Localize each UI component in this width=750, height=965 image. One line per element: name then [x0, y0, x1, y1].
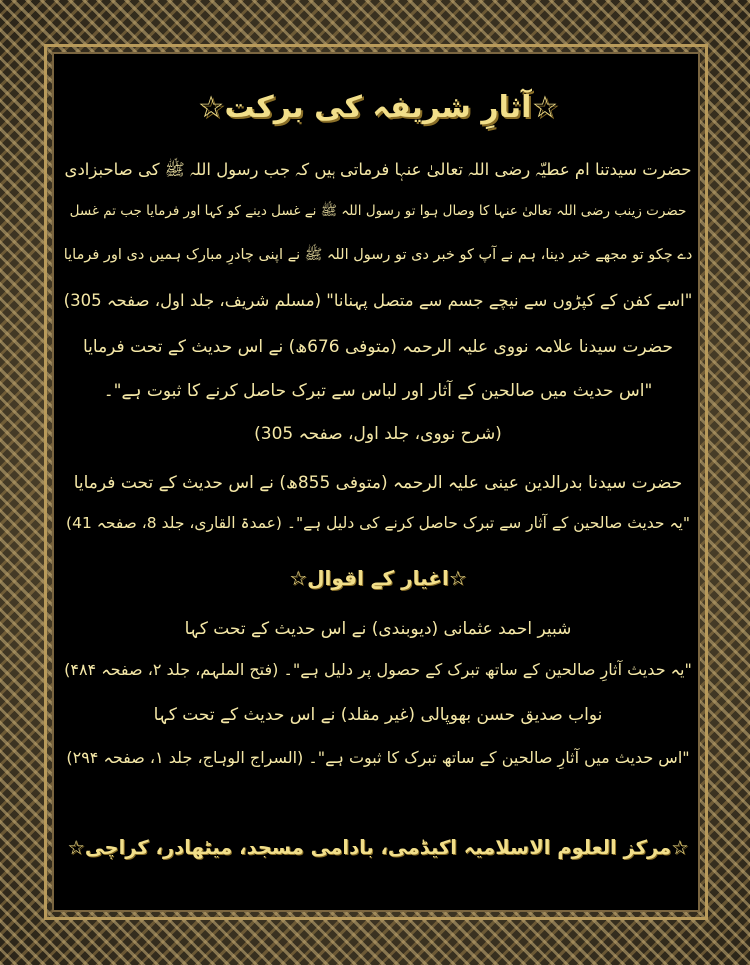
- text-line-10: شبیر احمد عثمانی (دیوبندی) نے اس حدیث کے تحت کہا: [184, 619, 572, 639]
- text-line-12: نواب صدیق حسن بھوپالی (غیر مقلد) نے اس حدیث کے تحت کہا: [153, 705, 603, 725]
- page-title: ☆آثارِ شریفہ کی برکت☆: [197, 90, 559, 125]
- text-line-1: حضرت سیدتنا ام عطیّہ رضی اللہ تعالیٰ عنہا فرماتی ہیں کہ جب رسول اللہ ﷺ کی صاحبزادی: [64, 160, 692, 179]
- text-line-13: "اس حدیث میں آثارِ صالحین کے ساتھ تبرک کا ثبوت ہے"۔ (السراج الوہاج، جلد ۱، صفحہ ۲۹۴): [66, 748, 690, 767]
- content-panel: [52, 52, 700, 912]
- text-line-8: حضرت سیدنا بدرالدین عینی علیہ الرحمہ (متوفی 855ھ) نے اس حدیث کے تحت فرمایا: [73, 473, 683, 493]
- text-line-5: حضرت سیدنا علامہ نووی علیہ الرحمہ (متوفی 676ھ) نے اس حدیث کے تحت فرمایا: [82, 337, 673, 357]
- section-heading: ☆اغیار کے اقوال☆: [289, 566, 467, 590]
- text-line-11: "یہ حدیث آثارِ صالحین کے ساتھ تبرک کے حصول پر دلیل ہے"۔ (فتح الملہم، جلد ۲، صفحہ ۴۸۴): [64, 660, 692, 679]
- text-line-7: (شرح نووی، جلد اول، صفحہ 305): [254, 424, 502, 444]
- text-line-9: "یہ حدیث صالحین کے آثار سے تبرک حاصل کرنے کی دلیل ہے"۔ (عمدۃ القاری، جلد 8، صفحہ 41): [66, 514, 690, 532]
- text-line-6: "اس حدیث میں صالحین کے آثار اور لباس سے تبرک حاصل کرنے کا ثبوت ہے"۔: [103, 381, 653, 401]
- text-line-3: دے چکو تو مجھے خبر دینا، ہم نے آپ کو خبر دی تو رسول اللہ ﷺ نے اپنی چادرِ مبارک ہمیں دی اور فرمایا: [63, 247, 693, 263]
- text-line-2: حضرت زینب رضی اللہ تعالیٰ عنہا کا وصال ہوا تو رسول اللہ ﷺ نے غسل دینے کو کہا اور فرمایا جب تم غسل: [69, 203, 687, 219]
- text-line-4: "اسے کفن کے کپڑوں سے نیچے جسم سے متصل پہنانا" (مسلم شریف، جلد اول، صفحہ 305): [63, 291, 693, 310]
- footer-credit: ☆مرکز العلوم الاسلامیہ اکیڈمی، بادامی مسجد، میٹھادر، کراچی☆: [67, 836, 689, 859]
